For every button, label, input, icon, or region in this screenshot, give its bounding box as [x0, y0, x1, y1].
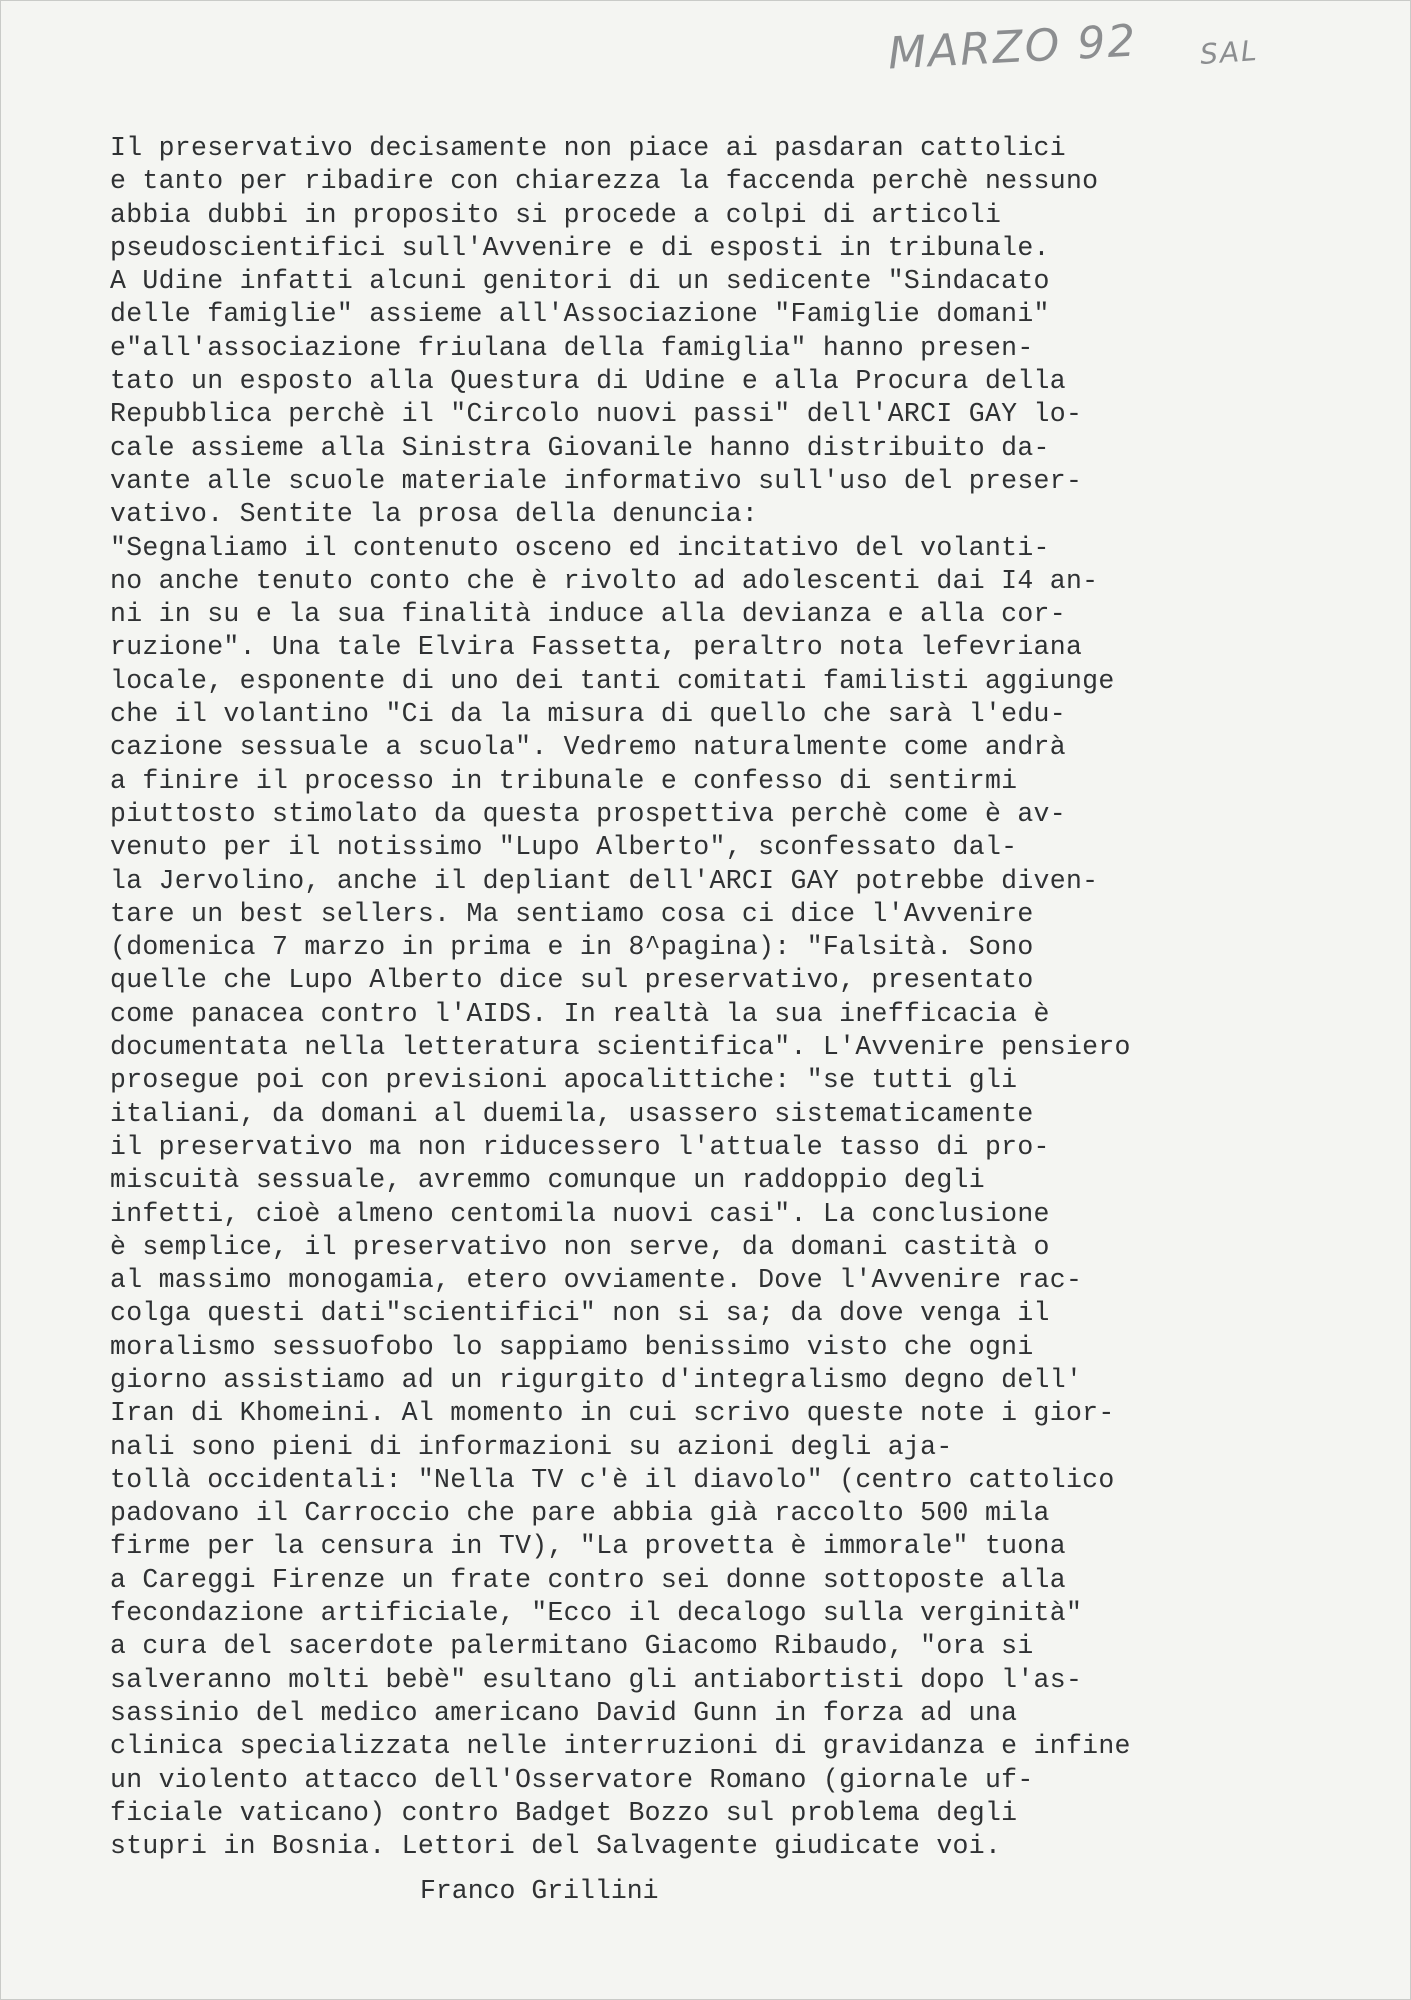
- text-line: Il preservativo decisamente non piace ai pasdaran cattolici: [110, 133, 1066, 163]
- text-line: ni in su e la sua finalità induce alla devianza e alla cor-: [110, 599, 1066, 630]
- text-line: ruzione". Una tale Elvira Fassetta, peraltro nota lefevriana: [110, 632, 1083, 663]
- text-line: Repubblica perchè il "Circolo nuovi passi" dell'ARCI GAY lo-: [110, 399, 1083, 430]
- text-line: un violento attacco dell'Osservatore Romano (giornale uf-: [110, 1764, 1034, 1795]
- text-line: "Segnaliamo il contenuto osceno ed incitativo del volanti-: [110, 532, 1050, 563]
- handwritten-initials: SAL: [1198, 33, 1260, 72]
- text-line: stupri in Bosnia. Lettori del Salvagente giudicate voi.: [110, 1831, 1002, 1862]
- text-line: pseudoscientifici sull'Avvenire e di esposti in tribunale.: [110, 232, 1050, 263]
- text-line: firme per la censura in TV), "La provetta è immorale" tuona: [110, 1531, 1066, 1562]
- text-line: vante alle scuole materiale informativo sull'uso del preser-: [110, 465, 1083, 496]
- text-line: salveranno molti bebè" esultano gli antiabortisti dopo l'as-: [110, 1664, 1083, 1695]
- text-line: documentata nella letteratura scientifica". L'Avvenire pensiero: [110, 1032, 1131, 1063]
- text-line: è semplice, il preservativo non serve, da domani castità o: [110, 1231, 1050, 1262]
- article-body: [110, 132, 1350, 1863]
- text-line: a cura del sacerdote palermitano Giacomo Ribaudo, "ora si: [110, 1631, 1034, 1662]
- text-line: infetti, cioè almeno centomila nuovi casi". La conclusione: [110, 1198, 1050, 1229]
- handwritten-date: MARZO 92: [886, 15, 1139, 80]
- text-line: piuttosto stimolato da questa prospettiva perchè come è av-: [110, 798, 1066, 829]
- text-line: che il volantino "Ci da la misura di quello che sarà l'edu-: [110, 699, 1066, 730]
- text-line: miscuità sessuale, avremmo comunque un raddoppio degli: [110, 1165, 985, 1196]
- text-line: locale, esponente di uno dei tanti comitati familisti aggiunge: [110, 665, 1115, 696]
- text-line: e tanto per ribadire con chiarezza la faccenda perchè nessuno: [110, 166, 1099, 197]
- text-line: italiani, da domani al duemila, usassero sistematicamente: [110, 1098, 1034, 1129]
- text-line: no anche tenuto conto che è rivolto ad adolescenti dai I4 an-: [110, 565, 1099, 596]
- author-signature: Franco Grillini: [420, 1876, 659, 1906]
- text-line: tare un best sellers. Ma sentiamo cosa ci dice l'Avvenire: [110, 898, 1034, 929]
- text-line: il preservativo ma non riducessero l'attuale tasso di pro-: [110, 1131, 1050, 1162]
- text-line: vativo. Sentite la prosa della denuncia:: [110, 499, 759, 530]
- text-line: padovano il Carroccio che pare abbia già raccolto 500 mila: [110, 1498, 1050, 1529]
- text-line: clinica specializzata nelle interruzioni di gravidanza e infine: [110, 1731, 1131, 1762]
- text-line: al massimo monogamia, etero ovviamente. Dove l'Avvenire rac-: [110, 1265, 1083, 1296]
- text-line: colga questi dati"scientifici" non si sa; da dove venga il: [110, 1298, 1050, 1329]
- text-line: e"all'associazione friulana della famiglia" hanno presen-: [110, 332, 1034, 363]
- text-line: a finire il processo in tribunale e confesso di sentirmi: [110, 765, 1018, 796]
- text-line: sassinio del medico americano David Gunn in forza ad una: [110, 1697, 1018, 1728]
- text-line: cazione sessuale a scuola". Vedremo naturalmente come andrà: [110, 732, 1066, 763]
- text-line: tato un esposto alla Questura di Udine e alla Procura della: [110, 366, 1066, 397]
- text-line: A Udine infatti alcuni genitori di un sedicente "Sindacato: [110, 266, 1050, 297]
- text-line: cale assieme alla Sinistra Giovanile hanno distribuito da-: [110, 432, 1050, 463]
- text-line: Iran di Khomeini. Al momento in cui scrivo queste note i gior-: [110, 1398, 1115, 1429]
- text-line: venuto per il notissimo "Lupo Alberto", sconfessato dal-: [110, 832, 1018, 863]
- text-line: giorno assistiamo ad un rigurgito d'integralismo degno dell': [110, 1364, 1083, 1395]
- text-line: moralismo sessuofobo lo sappiamo benissimo visto che ogni: [110, 1331, 1034, 1362]
- text-line: a Careggi Firenze un frate contro sei donne sottoposte alla: [110, 1564, 1066, 1595]
- text-line: abbia dubbi in proposito si procede a colpi di articoli: [110, 199, 1002, 230]
- text-line: nali sono pieni di informazioni su azioni degli aja-: [110, 1431, 953, 1462]
- text-line: quelle che Lupo Alberto dice sul preservativo, presentato: [110, 965, 1034, 996]
- text-line: come panacea contro l'AIDS. In realtà la sua inefficacia è: [110, 998, 1050, 1029]
- text-line: delle famiglie" assieme all'Associazione "Famiglie domani": [110, 299, 1050, 330]
- text-line: (domenica 7 marzo in prima e in 8^pagina): "Falsità. Sono: [110, 932, 1034, 963]
- text-line: fecondazione artificiale, "Ecco il decalogo sulla verginità": [110, 1598, 1083, 1629]
- text-line: ficiale vaticano) contro Badget Bozzo sul problema degli: [110, 1797, 1018, 1828]
- text-line: prosegue poi con previsioni apocalittiche: "se tutti gli: [110, 1065, 1018, 1096]
- text-line: tollà occidentali: "Nella TV c'è il diavolo" (centro cattolico: [110, 1464, 1115, 1495]
- text-line: la Jervolino, anche il depliant dell'ARCI GAY potrebbe diven-: [110, 865, 1099, 896]
